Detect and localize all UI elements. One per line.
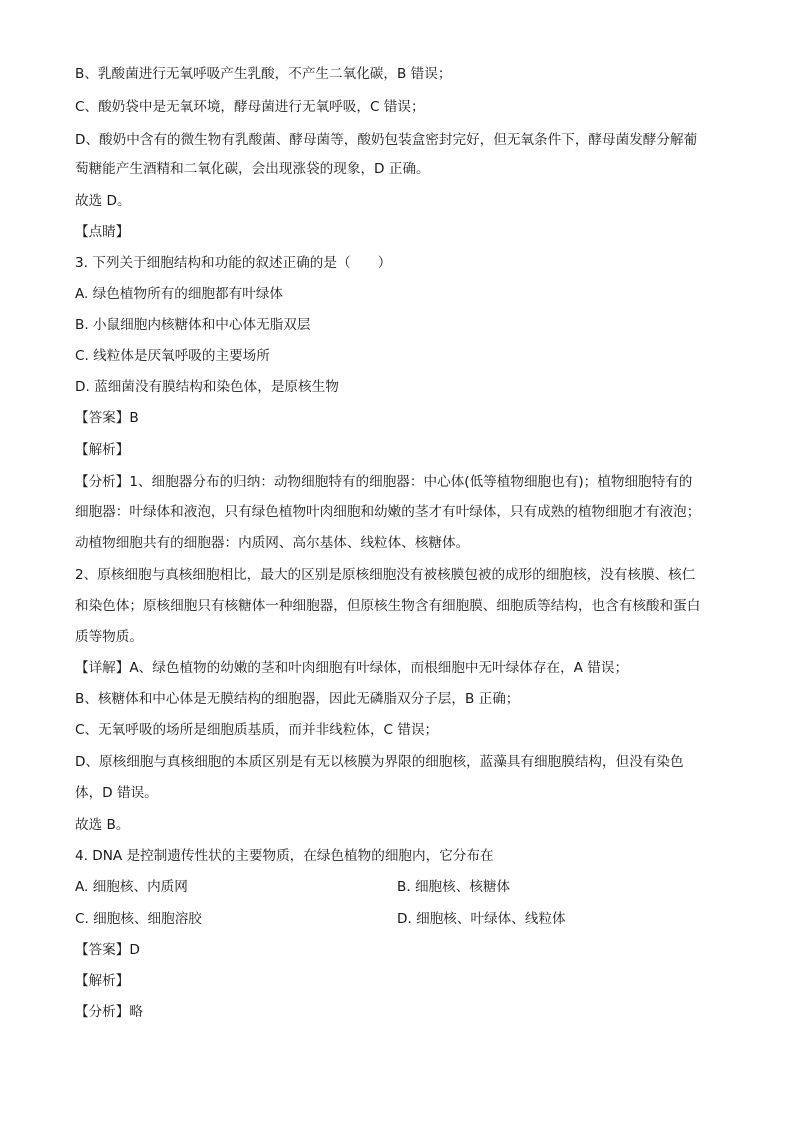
question-3-stem: 3. 下列关于细胞结构和功能的叙述正确的是（ ） [75, 255, 392, 271]
text-line: 【详解】A、绿色植物的幼嫩的茎和叶肉细胞有叶绿体，而根细胞中无叶绿体存在，A 错误； [75, 660, 629, 676]
option-c: C. 细胞核、细胞溶胶 [75, 911, 202, 927]
text-line: C、酸奶袋中是无氧环境，酵母菌进行无氧呼吸，C 错误； [75, 99, 425, 115]
text-line: B、乳酸菌进行无氧呼吸产生乳酸，不产生二氧化碳，B 错误； [75, 66, 452, 82]
option-b: B. 细胞核、核糖体 [397, 879, 511, 895]
option-d: D. 蓝细菌没有膜结构和染色体，是原核生物 [75, 379, 339, 395]
analysis-label: 【解析】 [75, 442, 130, 458]
option-c: C. 线粒体是厌氧呼吸的主要场所 [75, 348, 270, 364]
text-line: 【分析】略 [75, 1004, 143, 1020]
answer-label: 【答案】D [75, 942, 140, 958]
text-line: 体，D 错误。 [75, 785, 158, 801]
text-line: 2、原核细胞与真核细胞相比，最大的区别是原核细胞没有被核膜包被的成形的细胞核，没有核膜、核仁 [75, 567, 696, 583]
option-a: A. 细胞核、内质网 [75, 879, 188, 895]
text-line: D、酸奶中含有的微生物有乳酸菌、酵母菌等，酸奶包装盒密封完好，但无氧条件下，酵母菌发酵分解葡 [75, 132, 698, 148]
option-d: D. 细胞核、叶绿体、线粒体 [397, 911, 566, 927]
text-line: B、核糖体和中心体是无膜结构的细胞器，因此无磷脂双分子层，B 正确； [75, 691, 520, 707]
answer-label: 【答案】B [75, 410, 139, 426]
text-line: 故选 B。 [75, 817, 130, 833]
text-line: 【分析】1、细胞器分布的归纳：动物细胞特有的细胞器：中心体(低等植物细胞也有)；植物细胞特有的 [75, 474, 693, 490]
option-a: A. 绿色植物所有的细胞都有叶绿体 [75, 286, 284, 302]
text-line: 动植物细胞共有的细胞器：内质网、高尔基体、线粒体、核糖体。 [75, 535, 470, 551]
text-line: 细胞器：叶绿体和液泡，只有绿色植物叶肉细胞和幼嫩的茎才有叶绿体，只有成熟的植物细胞才有液泡； [75, 504, 701, 520]
section-heading: 【点睛】 [75, 224, 130, 240]
question-4-stem: 4. DNA 是控制遗传性状的主要物质，在绿色植物的细胞内，它分布在 [75, 848, 494, 864]
text-line: 质等物质。 [75, 629, 143, 645]
text-line: C、无氧呼吸的场所是细胞质基质，而并非线粒体，C 错误； [75, 722, 439, 738]
analysis-label: 【解析】 [75, 973, 130, 989]
text-line: 和染色体；原核细胞只有核糖体一种细胞器，但原核生物含有细胞膜、细胞质等结构，也含有核酸和蛋白 [75, 598, 701, 614]
text-line: D、原核细胞与真核细胞的本质区别是有无以核膜为界限的细胞核，蓝藻具有细胞膜结构，但没有染色 [75, 754, 684, 770]
text-line: 萄糖能产生酒精和二氧化碳，会出现涨袋的现象，D 正确。 [75, 161, 430, 177]
option-b: B. 小鼠细胞内核糖体和中心体无脂双层 [75, 317, 311, 333]
text-line: 故选 D。 [75, 193, 131, 209]
